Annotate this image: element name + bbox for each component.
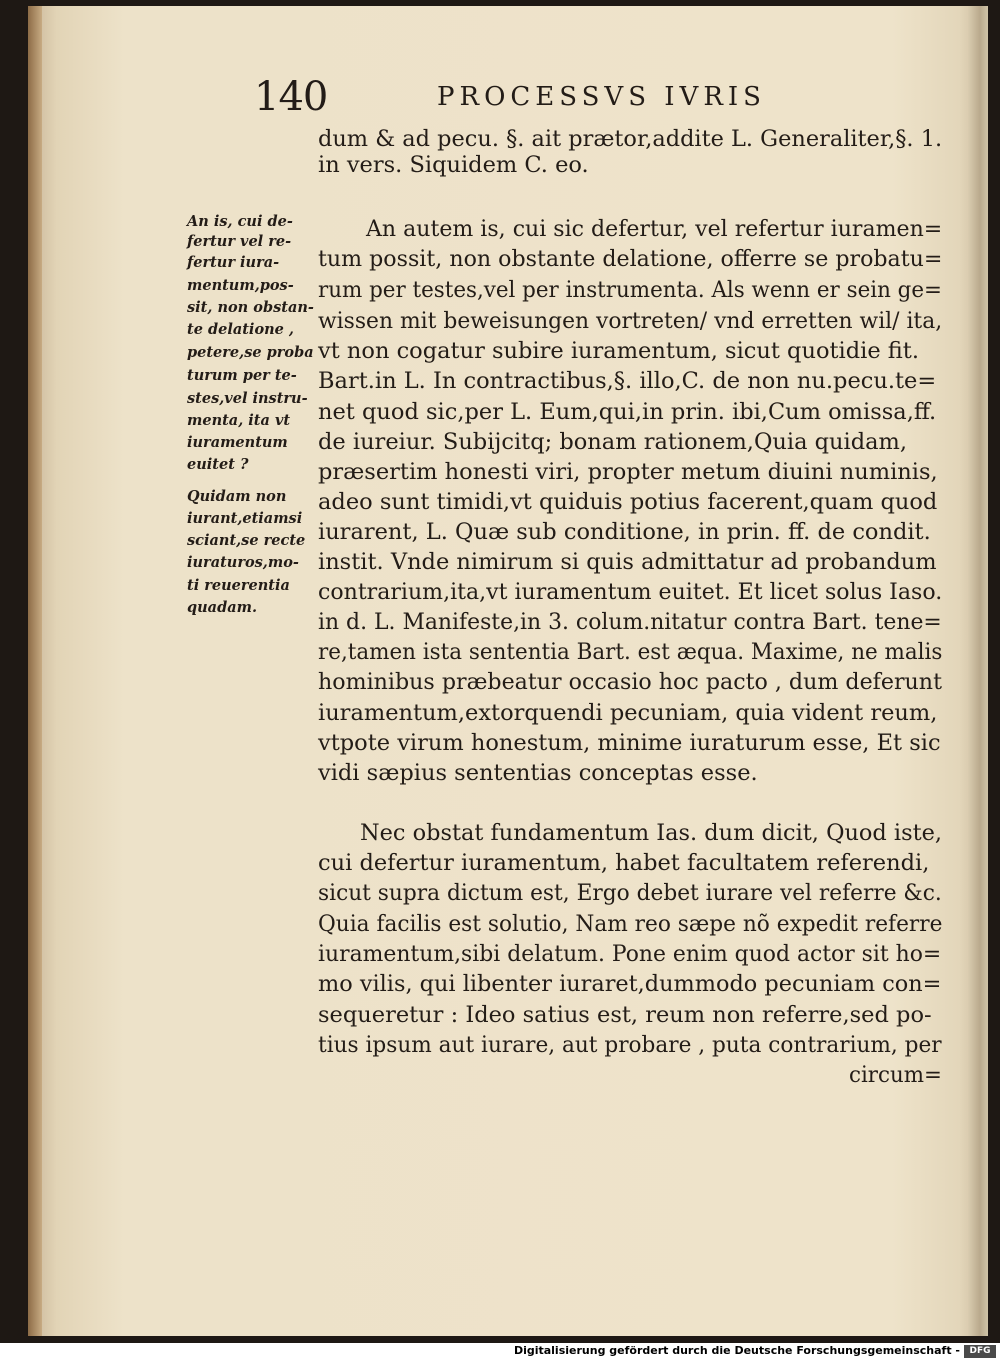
text-line: vt non cogatur subire iuramentum, sicut quotidie fit.	[318, 338, 919, 364]
text-line: iurarent, L. Quæ sub conditione, in prin. ff. de condit.	[318, 519, 931, 545]
text-line: cui defertur iuramentum, habet facultatem referendi,	[318, 850, 930, 876]
margin-note-line: stes,vel instru-	[187, 390, 308, 407]
margin-note-line: Quidam non	[187, 488, 287, 505]
text-line: vtpote virum honestum, minime iuraturum esse, Et sic	[318, 730, 941, 756]
text-line: Quia facilis est solutio, Nam reo sæpe nõ expedit referre	[318, 911, 943, 937]
text-line: in vers. Siquidem C. eo.	[318, 152, 589, 178]
margin-note-line: euitet ?	[187, 456, 249, 473]
text-line: net quod sic,per L. Eum,qui,in prin. ibi,Cum omissa,ff.	[318, 399, 937, 425]
margin-note-line: ti reuerentia	[187, 577, 290, 594]
text-line: contrarium,ita,vt iuramentum euitet. Et licet solus Iaso.	[318, 579, 943, 605]
margin-note-line: iuraturos,mo-	[187, 554, 299, 571]
margin-note-line: iurant,etiamsi	[187, 510, 303, 527]
text-line: iuramentum,sibi delatum. Pone enim quod actor sit ho=	[318, 941, 942, 967]
page-fore-edge	[968, 6, 988, 1336]
margin-note-line: mentum,pos-	[187, 277, 294, 294]
margin-note-line: sciant,se recte	[187, 532, 306, 549]
margin-note-line: quadam.	[187, 599, 258, 616]
funding-notice: Digitalisierung gefördert durch die Deutsche Forschungsgemeinschaft -	[513, 1344, 960, 1357]
text-line: præsertim honesti viri, propter metum diuini numinis,	[318, 459, 938, 485]
margin-note-line: An is, cui de-	[187, 213, 293, 230]
text-line: hominibus præbeatur occasio hoc pacto , dum deferunt	[318, 669, 942, 695]
margin-note-line: te delatione ,	[187, 321, 294, 338]
text-line: An autem is, cui sic defertur, vel refertur iuramen=	[366, 216, 943, 242]
page-number: 140	[254, 74, 328, 120]
margin-note-line: iuramentum	[187, 434, 288, 451]
margin-note-line: turum per te-	[187, 367, 297, 384]
text-line: Nec obstat fundamentum Ias. dum dicit, Quod iste,	[360, 820, 943, 846]
text-line: sequeretur : Ideo satius est, reum non referre,sed po-	[318, 1002, 932, 1028]
text-line: dum & ad pecu. §. ait prætor,addite L. Generaliter,§. 1.	[318, 126, 943, 152]
text-line: sicut supra dictum est, Ergo debet iurare vel referre &c.	[318, 880, 942, 906]
margin-note-line: fertur iura-	[187, 254, 280, 271]
margin-note-line: sit, non obstan-	[187, 299, 314, 316]
text-line: de iureiur. Subijcitq; bonam rationem,Quia quidam,	[318, 429, 908, 455]
margin-note-line: menta, ita vt	[187, 412, 291, 429]
text-line: mo vilis, qui libenter iuraret,dummodo pecuniam con=	[318, 971, 942, 997]
running-head: PROCESSVS IVRIS	[437, 82, 766, 112]
margin-note-line: petere,se proba	[187, 344, 314, 361]
margin-note-line: fertur vel re-	[187, 233, 292, 250]
text-line: wissen mit beweisungen vortreten/ vnd erretten wil/ ita,	[318, 308, 943, 334]
footer-bar	[0, 1343, 1000, 1361]
text-line: vidi sæpius sententias conceptas esse.	[318, 760, 758, 786]
text-line: in d. L. Manifeste,in 3. colum.nitatur contra Bart. tene=	[318, 609, 942, 635]
text-line: instit. Vnde nimirum si quis admittatur ad probandum	[318, 549, 937, 575]
text-line: tum possit, non obstante delatione, offerre se probatu=	[318, 246, 943, 272]
dfg-logo: DFG	[964, 1345, 996, 1358]
text-line: iuramentum,extorquendi pecuniam, quia vident reum,	[318, 700, 938, 726]
text-line: rum per testes,vel per instrumenta. Als wenn er sein ge=	[318, 277, 942, 303]
page-gutter-edge	[28, 6, 42, 1336]
text-line: tius ipsum aut iurare, aut probare , puta contrarium, per	[318, 1032, 942, 1058]
text-line: circum=	[849, 1062, 942, 1088]
text-line: re,tamen ista sententia Bart. est æqua. Maxime, ne malis	[318, 639, 943, 665]
text-line: Bart.in L. In contractibus,§. illo,C. de non nu.pecu.te=	[318, 368, 937, 394]
text-line: adeo sunt timidi,vt quiduis potius facerent,quam quod	[318, 489, 938, 515]
